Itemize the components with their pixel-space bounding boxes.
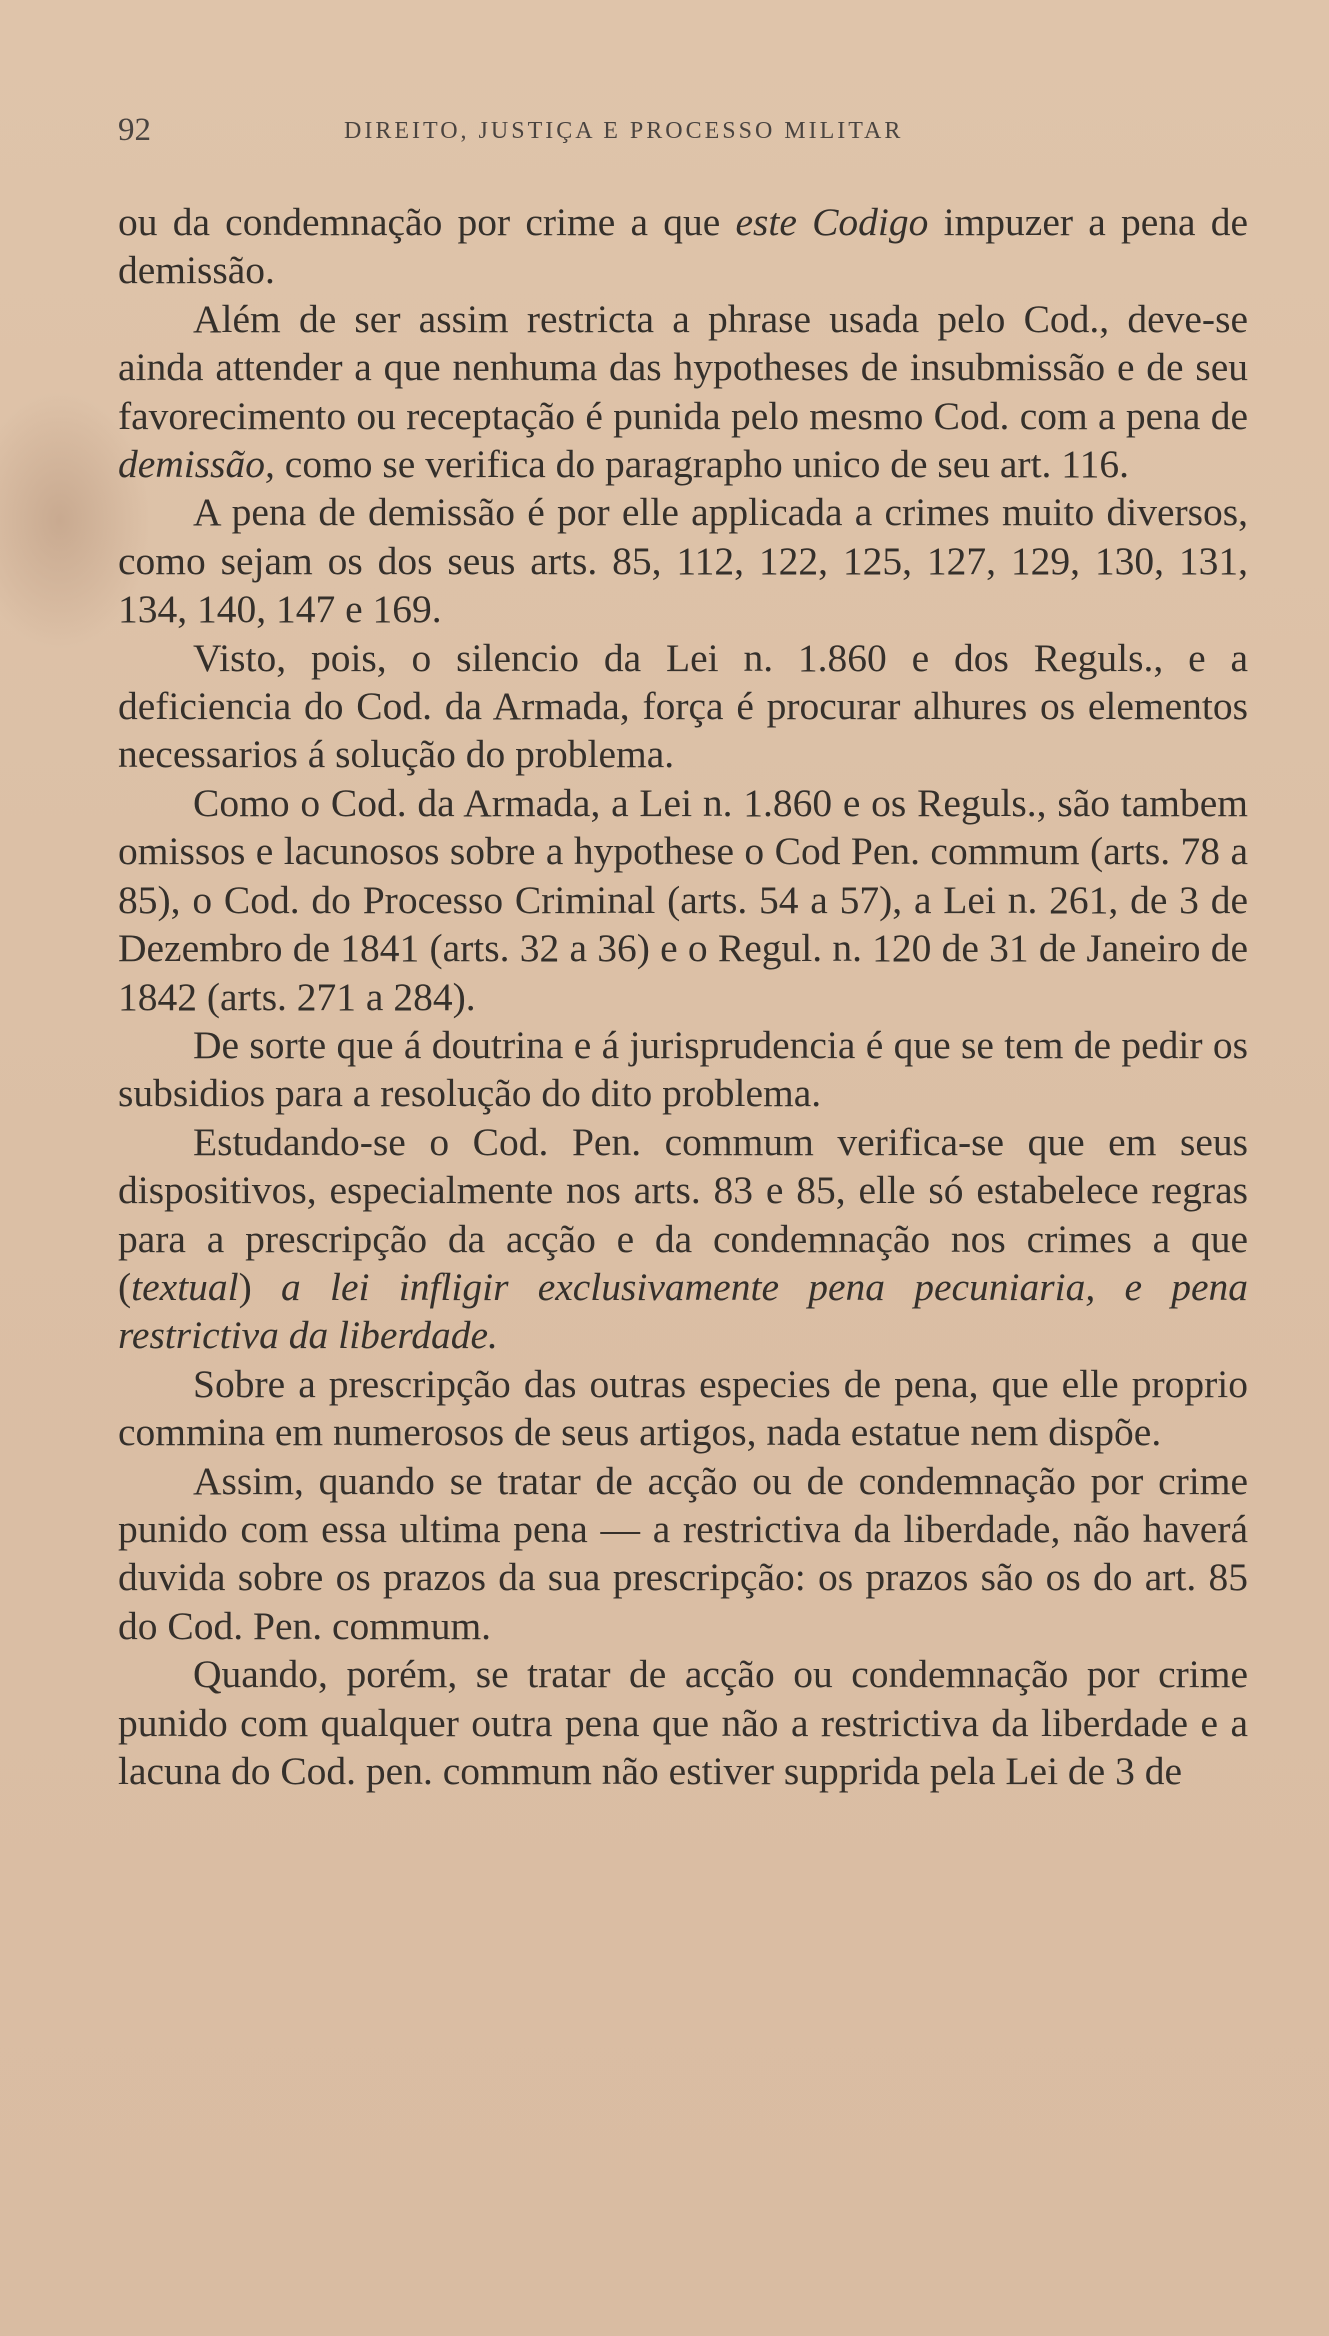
paragraph: [118, 1360, 1248, 1457]
italic-text: a lei infligir exclusivamente pena pecuniaria, e pena restrictiva da liberdade.: [118, 1264, 1249, 1358]
text-run: ): [238, 1264, 282, 1309]
paragraph: [118, 779, 1248, 1021]
paragraph: [118, 198, 1248, 295]
italic-text: demissão,: [118, 442, 275, 487]
text-run: ou da condemnação por crime a que: [118, 200, 736, 244]
running-title: DIREITO, JUSTIÇA E PROCESSO MILITAR: [344, 118, 904, 144]
paragraph: [118, 1021, 1248, 1118]
page-number: 92: [118, 112, 151, 148]
paragraph: [118, 634, 1248, 779]
text-run: Sobre a prescripção das outras especies de pena, que elle proprio commina em numerosos de seus artigos, nada estatue nem dispõe.: [118, 1361, 1248, 1455]
text-run: impuzer a pena de demissão.: [118, 200, 1249, 293]
text-run: Como o Cod. da Armada, a Lei n. 1.860 e os Reguls., são tambem omissos e lacunosos sobre a hypothese o Cod Pen. commum (arts. 78 a 85), o Cod. do Processo Criminal (arts. 54 a 57), a Lei n. 261, de 3 de Dezembro de 1841 (arts. 32 a 36) e o Regul. n. 120 de 31 de Janeiro de 1842 (arts. 271 a 284).: [118, 780, 1248, 1019]
text-run: Assim, quando se tratar de acção ou de condemnação por crime punido com essa ultima pena — a restrictiva da liberdade, não haverá duvida sobre os prazos da sua prescripção: os prazos são os do art. 85 do Cod. Pen. commum.: [118, 1458, 1248, 1648]
text-run: Visto, pois, o silencio da Lei n. 1.860 e dos Reguls., e a deficiencia do Cod. da Armada, força é procurar alhures os elementos necessarios á solução do problema.: [118, 635, 1248, 777]
paragraph: [118, 1650, 1248, 1795]
text-run: como se verifica do paragrapho unico de seu art. 116.: [274, 442, 1129, 487]
paragraph: [118, 488, 1248, 633]
paragraph: [118, 1118, 1248, 1360]
text-run: Estudando-se o Cod. Pen. commum verifica-se que em seus dispositivos, especialmente nos arts. 83 e 85, elle só estabelece regras para a prescripção da acção e da condemnação nos crimes a que (: [118, 1119, 1248, 1309]
italic-text: textual: [131, 1264, 239, 1309]
running-header: [118, 112, 1238, 152]
italic-text: este Codigo: [735, 200, 929, 244]
text-run: Além de ser assim restricta a phrase usada pelo Cod., deve-se ainda attender a que nenhuma das hypotheses de insubmissão e de seu favorecimento ou receptação é punida pelo mesmo Cod. com a pena de: [118, 296, 1248, 438]
body-text: [118, 198, 1248, 1795]
text-run: Quando, porém, se tratar de acção ou condemnação por crime punido com qualquer outra pena que não a restrictiva da liberdade e a lacuna do Cod. pen. commum não estiver supprida pela Lei de 3 de: [118, 1652, 1248, 1793]
paragraph: [118, 1457, 1248, 1651]
text-run: A pena de demissão é por elle applicada a crimes muito diversos, como sejam os dos seus arts. 85, 112, 122, 125, 127, 129, 130, 131, 134, 140, 147 e 169.: [118, 490, 1248, 632]
paragraph: [118, 295, 1248, 489]
text-run: De sorte que á doutrina e á jurisprudencia é que se tem de pedir os subsidios para a resolução do dito problema.: [118, 1022, 1248, 1116]
